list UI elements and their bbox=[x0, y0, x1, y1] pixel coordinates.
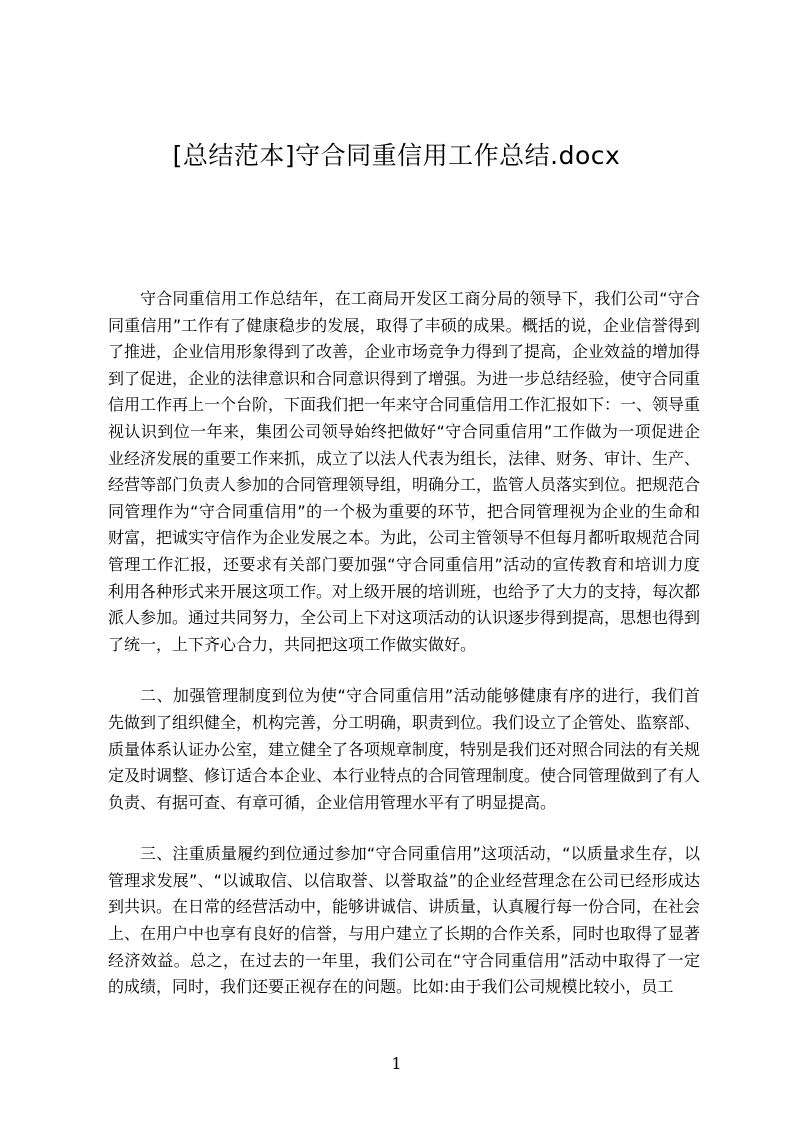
document-title: [总结范本]守合同重信用工作总结.docx bbox=[172, 141, 621, 170]
document-body bbox=[108, 286, 700, 1026]
paragraph-2: 二、加强管理制度到位为使“守合同重信用”活动能够健康有序的进行，我们首先做到了组织健全，机构完善，分工明确，职责到位。我们设立了企管处、监察部、质量体系认证办公室，建立健全了各项规章制度，特别是我们还对照合同法的有关规定及时调整、修订适合本企业、本行业特点的合同管理制度。使合同管理做到了有人负责、有据可查、有章可循，企业信用管理水平有了明显提高。 bbox=[108, 686, 701, 812]
paragraph-3: 三、注重质量履约到位通过参加“守合同重信用”这项活动，“以质量求生存，以管理求发展”、“以诚取信、以信取誉、以誉取益”的企业经营理念在公司已经形成达到共识。在日常的经营活动中，能够讲诚信、讲质量，认真履行每一份合同，在社会上、在用户中也享有良好的信誉，与用户建立了长期的合作关系，同时也取得了显著经济效益。总之，在过去的一年里，我们公司在“守合同重信用”活动中取得了一定的成绩，同时，我们还要正视存在的问题。比如:由于我们公司规模比较小，员工 bbox=[108, 844, 701, 997]
paragraph-1: 守合同重信用工作总结年，在工商局开发区工商分局的领导下，我们公司“守合同重信用”工作有了健康稳步的发展，取得了丰硕的成果。概括的说，企业信誉得到了推进，企业信用形象得到了改善，企业市场竞争力得到了提高，企业效益的增加得到了促进，企业的法律意识和合同意识得到了增强。为进一步总结经验，使守合同重信用工作再上一个台阶，下面我们把一年来守合同重信用工作汇报如下：一、领导重视认识到位一年来，集团公司领导始终把做好“守合同重信用”工作做为一项促进企业经济发展的重要工作来抓，成立了以法人代表为组长，法律、财务、审计、生产、经营等部门负责人参加的合同管理领导组，明确分工，监管人员落实到位。把规范合同管理作为“守合同重信用”的一个极为重要的环节，把合同管理视为企业的生命和财富，把诚实守信作为企业发展之本。为此，公司主管领导不但每月都听取规范合同管理工作汇报，还要求有关部门要加强“守合同重信用”活动的宣传教育和培训力度利用各种形式来开展这项工作。对上级开展的培训班，也给予了大力的支持，每次都派人参加。通过共同努力，全公司上下对这项活动的认识逐步得到提高，思想也得到了统一，上下齐心合力，共同把这项工作做实做好。 bbox=[108, 289, 701, 654]
page-number: 1 bbox=[391, 1054, 402, 1073]
